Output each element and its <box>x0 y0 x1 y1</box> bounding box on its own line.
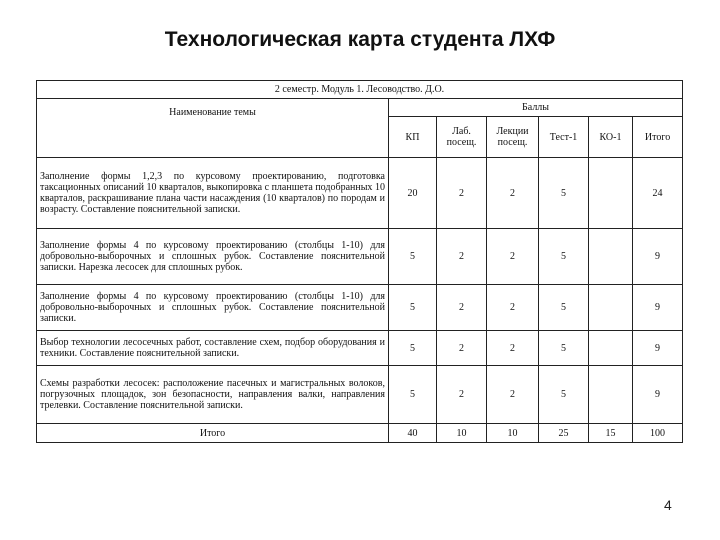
column-header-total: Итого <box>633 117 683 158</box>
total-cell: 9 <box>633 285 683 331</box>
theme-column-header: Наименование темы <box>37 99 389 158</box>
test-cell: 5 <box>539 229 589 285</box>
totals-lab: 10 <box>437 424 487 443</box>
totals-ko: 15 <box>589 424 633 443</box>
lectures-cell: 2 <box>487 229 539 285</box>
lectures-cell: 2 <box>487 366 539 424</box>
totals-test: 25 <box>539 424 589 443</box>
lab-cell: 2 <box>437 229 487 285</box>
theme-cell: Заполнение формы 1,2,3 по курсовому проектированию, подготовка таксационных описаний 10 кварталов, выкопировка с планшета подобранных 10 кварталов, раскрашивание плана части насаждения (10 кварталов) по породам и возрасту. Составление пояснительной записки. <box>37 158 389 229</box>
kp-cell: 5 <box>389 285 437 331</box>
totals-total: 100 <box>633 424 683 443</box>
lectures-cell: 2 <box>487 158 539 229</box>
lab-cell: 2 <box>437 158 487 229</box>
lab-cell: 2 <box>437 331 487 366</box>
total-cell: 24 <box>633 158 683 229</box>
lab-cell: 2 <box>437 285 487 331</box>
kp-cell: 20 <box>389 158 437 229</box>
scores-header: Баллы <box>389 99 683 117</box>
total-cell: 9 <box>633 229 683 285</box>
totals-row <box>37 424 683 443</box>
table-row <box>37 331 683 366</box>
test-cell: 5 <box>539 366 589 424</box>
column-header-ko: КО-1 <box>589 117 633 158</box>
lectures-cell: 2 <box>487 331 539 366</box>
ko-cell <box>589 331 633 366</box>
lectures-cell: 2 <box>487 285 539 331</box>
page-title: Технологическая карта студента ЛХФ <box>164 28 556 51</box>
column-header-lectures: Лекции посещ. <box>487 117 539 158</box>
total-cell: 9 <box>633 331 683 366</box>
column-header-kp: КП <box>389 117 437 158</box>
table-caption: 2 семестр. Модуль 1. Лесоводство. Д.О. <box>37 81 683 99</box>
column-header-lab: Лаб. посещ. <box>437 117 487 158</box>
table-row <box>37 285 683 331</box>
kp-cell: 5 <box>389 366 437 424</box>
totals-label: Итого <box>37 424 389 443</box>
table-row <box>37 229 683 285</box>
ko-cell <box>589 366 633 424</box>
totals-kp: 40 <box>389 424 437 443</box>
test-cell: 5 <box>539 158 589 229</box>
test-cell: 5 <box>539 331 589 366</box>
totals-lectures: 10 <box>487 424 539 443</box>
theme-cell: Заполнение формы 4 по курсовому проектированию (столбцы 1-10) для добровольно-выборочных и сплошных рубок. Составление пояснительной записки. Нарезка лесосек для сплошных рубок. <box>37 229 389 285</box>
tech-card-table <box>36 80 683 443</box>
page-number: 4 <box>664 497 672 513</box>
kp-cell: 5 <box>389 331 437 366</box>
column-header-test: Тест-1 <box>539 117 589 158</box>
theme-cell: Заполнение формы 4 по курсовому проектированию (столбцы 1-10) для добровольно-выборочных и сплошных рубок. Составление пояснительной записки. <box>37 285 389 331</box>
total-cell: 9 <box>633 366 683 424</box>
kp-cell: 5 <box>389 229 437 285</box>
test-cell: 5 <box>539 285 589 331</box>
table-row <box>37 158 683 229</box>
theme-cell: Схемы разработки лесосек: расположение пасечных и магистральных волоков, погрузочных площадок, зон безопасности, направления валки, направления трелевки. Составление пояснительной записки. <box>37 366 389 424</box>
ko-cell <box>589 285 633 331</box>
theme-cell: Выбор технологии лесосечных работ, составление схем, подбор оборудования и техники. Составление пояснительной записки. <box>37 331 389 366</box>
lab-cell: 2 <box>437 366 487 424</box>
table-row <box>37 366 683 424</box>
ko-cell <box>589 158 633 229</box>
ko-cell <box>589 229 633 285</box>
